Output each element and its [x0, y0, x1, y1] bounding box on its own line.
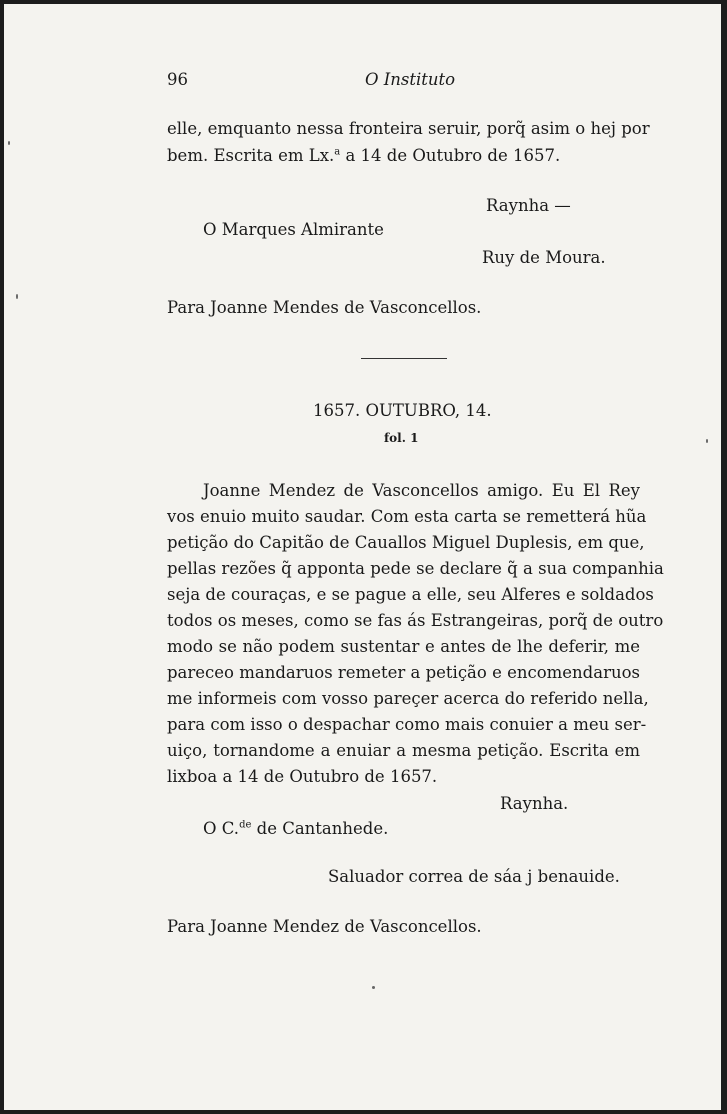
scan-speck [372, 986, 375, 989]
letter2-signature-queen: Raynha. [500, 794, 569, 813]
letter2-signatory-left-sup: de [239, 819, 252, 831]
running-title: O Instituto [365, 70, 456, 89]
letter2-body-line-5: seja de couraças, e se pague a elle, seu Alferes e soldados [167, 585, 654, 604]
letter2-body-line-1: Joanne Mendez de Vasconcellos amigo. Eu El Rey [203, 481, 640, 500]
document-page [4, 4, 721, 1110]
letter1-line-2-post: a 14 de Outubro de 1657. [340, 146, 561, 165]
letter2-folio: fol. 1 [384, 431, 419, 445]
letter1-line-2 [167, 148, 560, 165]
letter2-body-line-11: uiço, tornandome a enuiar a mesma petição. Escrita em [167, 741, 640, 760]
letter2-body-line-6: todos os meses, como se fas ás Estrangeiras, porq̃ de outro [167, 611, 664, 630]
letter2-address: Para Joanne Mendez de Vasconcellos. [167, 917, 482, 936]
letter2-body-last-line: lixboa a 14 de Outubro de 1657. [167, 767, 438, 786]
letter2-body-line-4: pellas rezões q̃ apponta pede se declare q̃ a sua companhia [167, 559, 664, 578]
letter1-line-1: elle, emquanto nessa fronteira seruir, porq̃ asim o hej por [167, 119, 650, 138]
letter2-signatory-left-pre: O C. [203, 819, 240, 838]
letter2-body-line-7: modo se não podem sustentar e antes de lhe deferir, me [167, 637, 640, 656]
letter2-signatory-right: Saluador correa de sáa j benauide. [328, 867, 620, 886]
letter2-body-line-10: para com isso o despachar como mais conuier a meu ser- [167, 715, 647, 734]
letter1-line-2-sup: a [334, 146, 341, 158]
letter1-signature-queen: Raynha — [486, 196, 571, 215]
letter2-date-heading: 1657. OUTUBRO, 14. [313, 401, 492, 420]
scan-speck [706, 439, 708, 443]
section-separator [361, 358, 447, 359]
letter2-body-line-8: pareceo mandaruos remeter a petição e encomendaruos [167, 663, 640, 682]
scan-speck [8, 141, 10, 145]
letter2-signatory-left [203, 821, 388, 838]
letter1-signatory-right: Ruy de Moura. [482, 248, 606, 267]
letter1-line-2-pre: bem. Escrita em Lx. [167, 146, 335, 165]
letter2-body-line-2: vos enuio muito saudar. Com esta carta se remetterá hũa [167, 507, 647, 526]
letter2-body-line-9: me informeis com vosso pareçer acerca do referido nella, [167, 689, 649, 708]
letter1-signatory-left: O Marques Almirante [203, 220, 384, 239]
page-number: 96 [167, 70, 188, 89]
letter2-signatory-left-post: de Cantanhede. [251, 819, 389, 838]
letter2-body-line-3: petição do Capitão de Cauallos Miguel Duplesis, em que, [167, 533, 645, 552]
scan-speck [16, 294, 18, 299]
letter1-address: Para Joanne Mendes de Vasconcellos. [167, 298, 482, 317]
